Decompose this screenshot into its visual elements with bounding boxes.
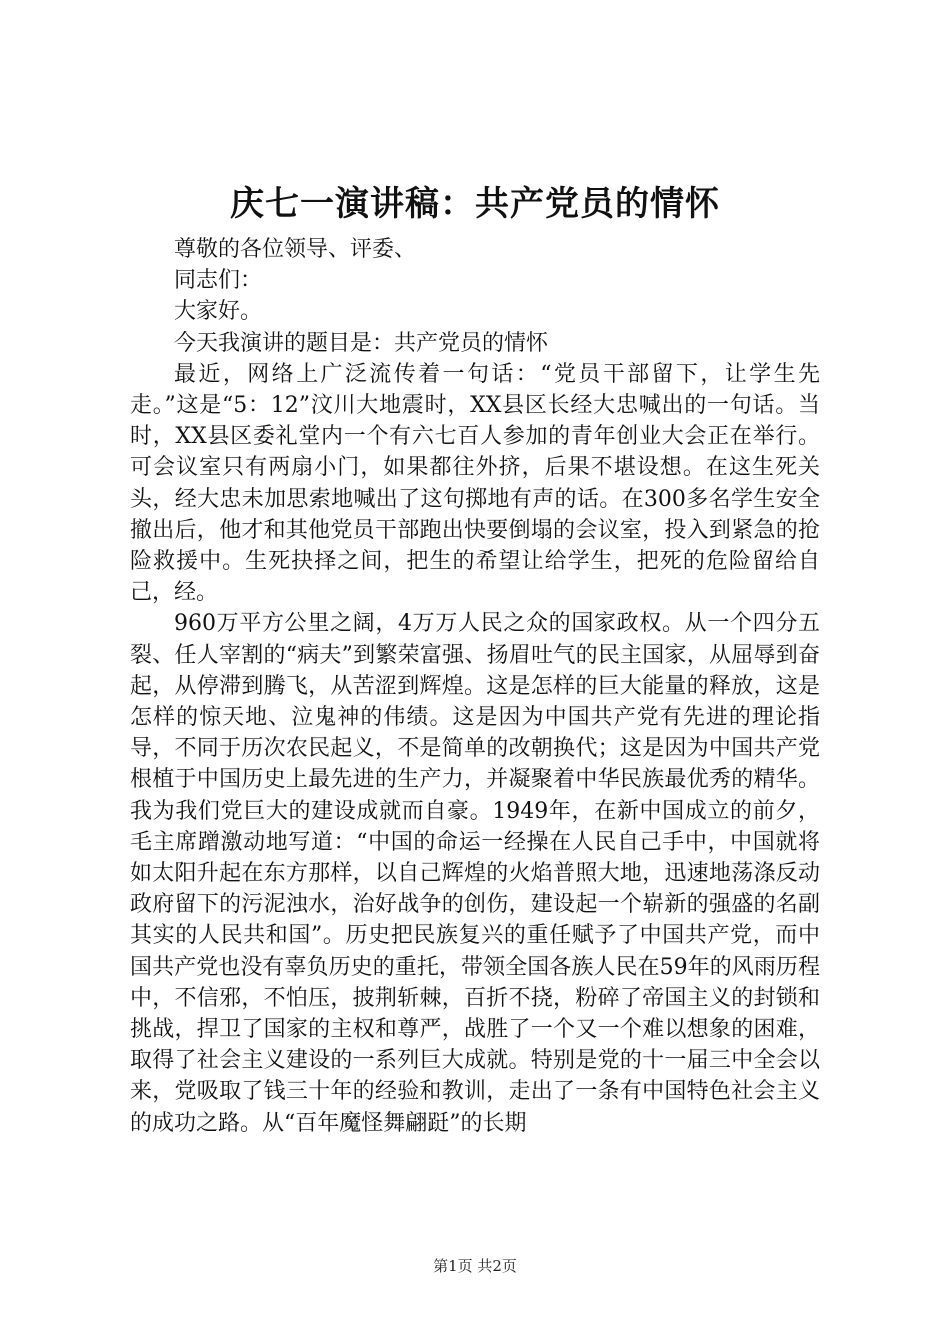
paragraph-topic: 今天我演讲的题目是：共产党员的情怀 xyxy=(174,330,549,356)
document-body xyxy=(130,234,820,1139)
paragraph-salutation-2: 同志们： xyxy=(174,268,263,294)
paragraph-salutation-1: 尊敬的各位领导、评委、 xyxy=(174,237,417,262)
paragraph-main-1: 最近，网络上广泛流传着一句话：“党员干部留下，让学生先走。”这是“5：12”汶川大地震时，XX县区长经大忠喊出的一句话。当时，XX县区委礼堂内一个有六七百人参加的青年创业大会正在举行。可会议室只有两扇小门，如果都往外挤，后果不堪设想。在这生死关头，经大忠未加思索地喊出了这句掷地有声的话。在300多名学生安全撤出后，他才和其他党员干部跑出快要倒塌的会议室，投入到紧急的抢险救援中。生死抉择之间，把生的希望让给学生，把死的危险留给自己，经。 xyxy=(130,361,820,606)
paragraph-greeting: 大家好。 xyxy=(174,299,263,325)
page-footer: 第1页 共2页 xyxy=(433,1257,517,1275)
paragraph-main-2: 960万平方公里之阔，4万万人民之众的国家政权。从一个四分五裂、任人宰割的“病夫”到繁荣富强、扬眉吐气的民主国家，从屈辱到奋起，从停滞到腾飞，从苦涩到辉煌。这是怎样的巨大能量的释放，这是怎样的惊天地、泣鬼神的伟绩。这是因为中国共产党有先进的理论指导，不同于历次农民起义，不是简单的改朝换代；这是因为中国共产党根植于中国历史上最先进的生产力，并凝聚着中华民族最优秀的精华。我为我们党巨大的建设成就而自豪。1949年，在新中国成立的前夕，毛主席蹭激动地写道：“中国的命运一经操在人民自己手中，中国就将如太阳升起在东方那样，以自己辉煌的火焰普照大地，迅速地荡涤反动政府留下的污泥浊水，治好战争的创伤，建设起一个崭新的强盛的名副其实的人民共和国”。历史把民族复兴的重任赋予了中国共产党，而中国共产党也没有辜负历史的重托，带领全国各族人民在59年的风雨历程中，不信邪，不怕压，披荆斩棘，百折不挠，粉碎了帝国主义的封锁和挑战，捍卫了国家的主权和尊严，战胜了一个又一个难以想象的困难，取得了社会主义建设的一系列巨大成就。特别是党的十一届三中全会以来，党吸取了钱三十年的经验和教训，走出了一条有中国特色社会主义的成功之路。从“百年魔怪舞翩跹”的长期 xyxy=(130,611,820,1136)
document-title: 庆七一演讲稿：共产党员的情怀 xyxy=(230,184,720,224)
